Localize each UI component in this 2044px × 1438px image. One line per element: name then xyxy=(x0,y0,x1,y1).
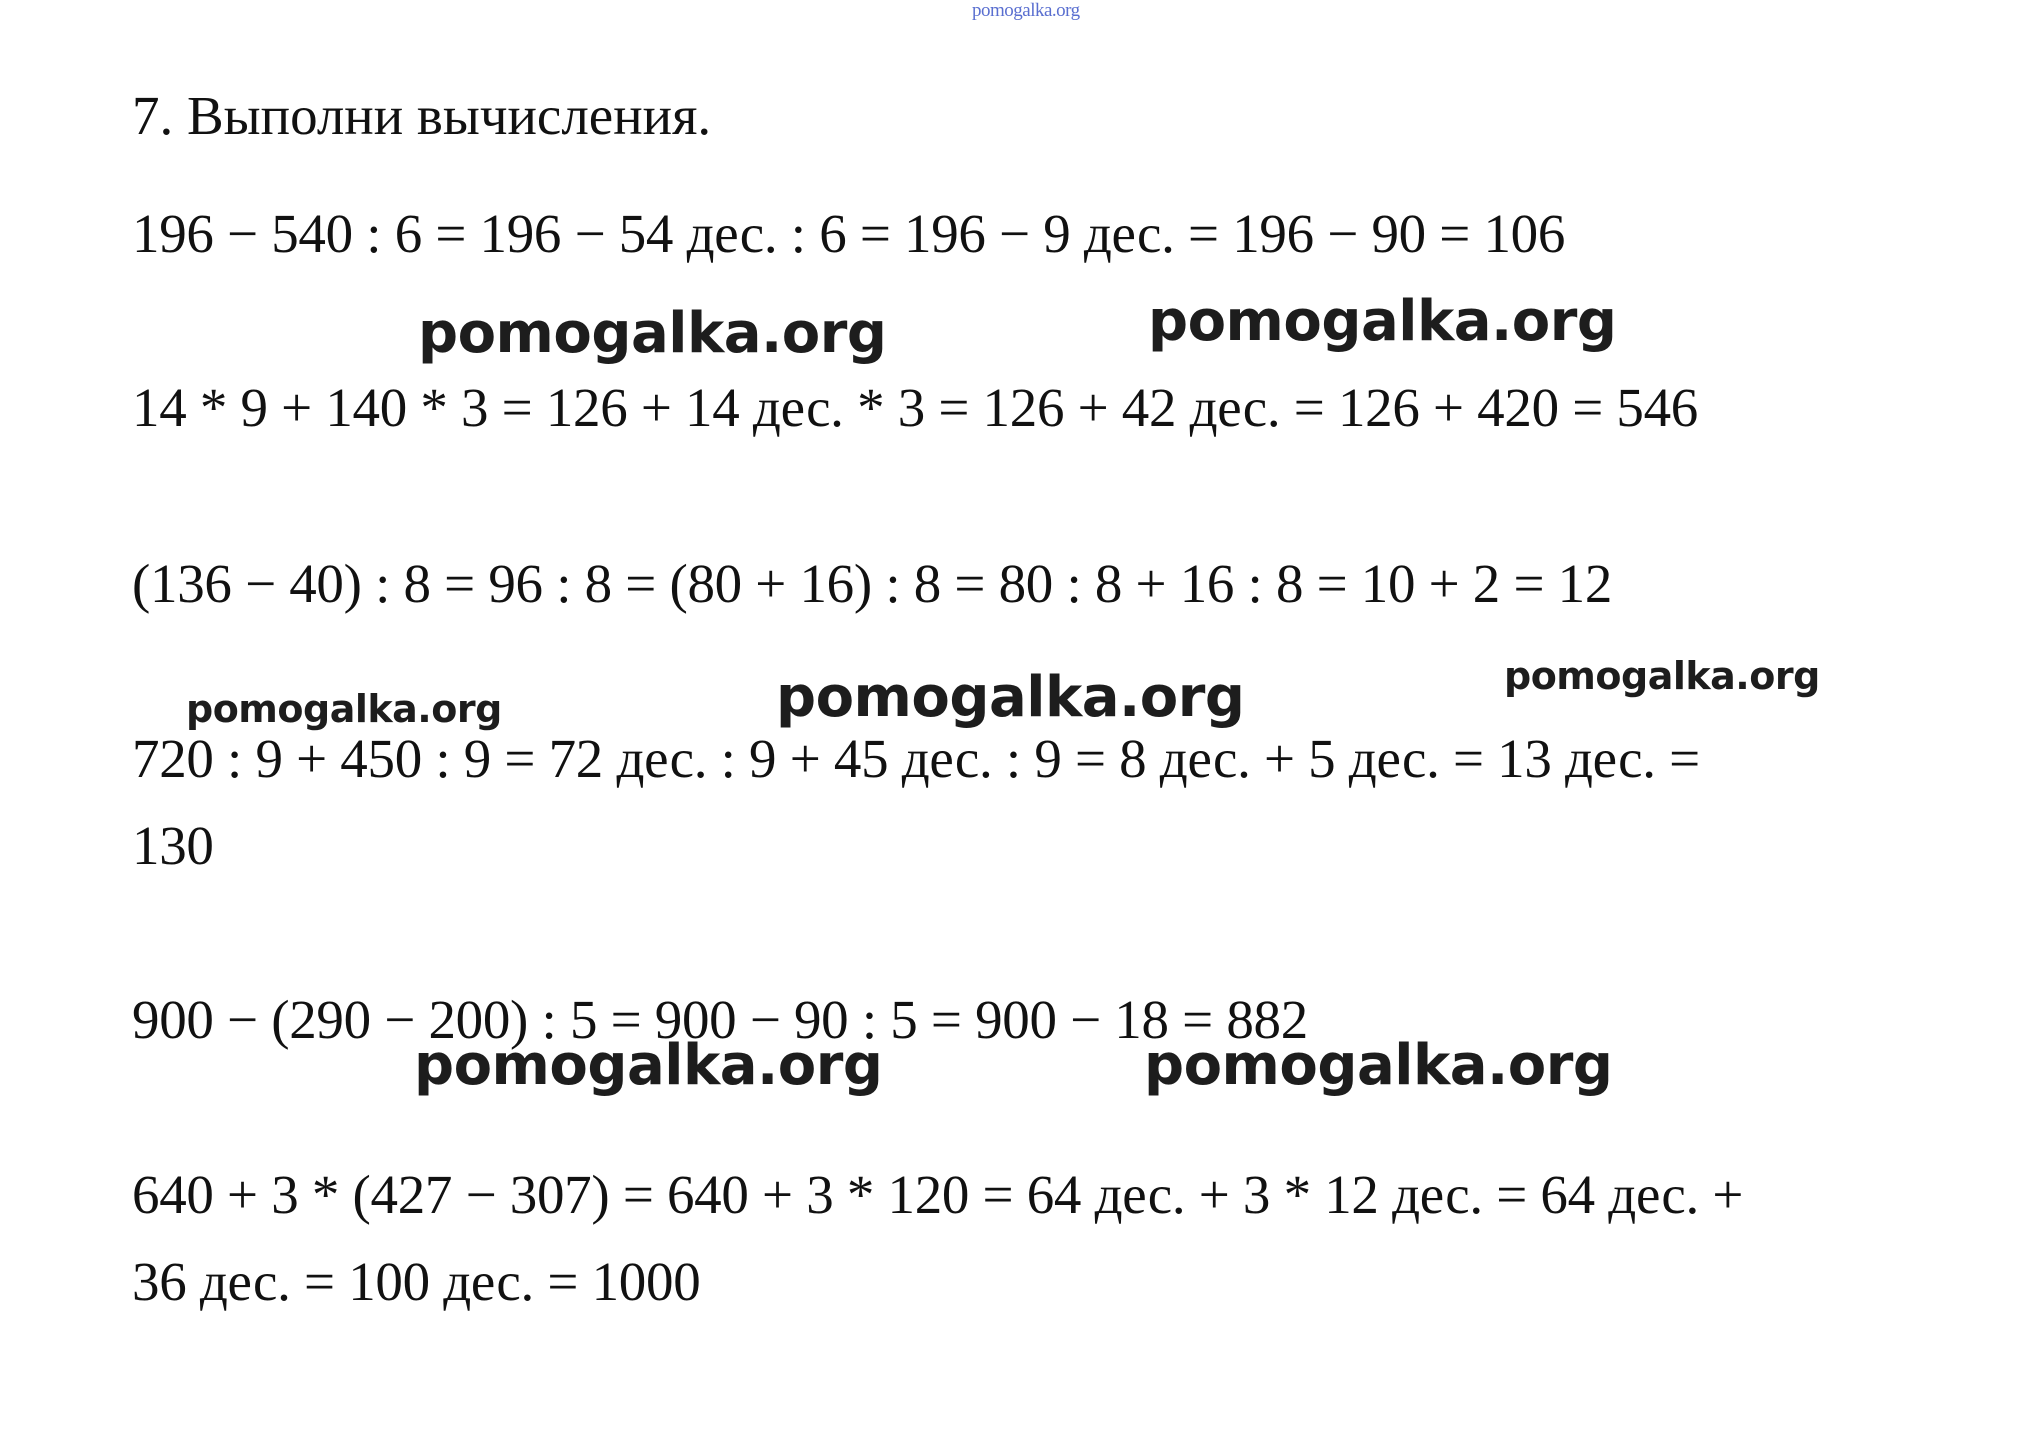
top-watermark: pomogalka.org xyxy=(972,0,1080,21)
watermark: pomogalka.org xyxy=(186,687,502,731)
watermark: pomogalka.org xyxy=(776,665,1245,730)
equation-line-5: 900 − (290 − 200) : 5 = 900 − 90 : 5 = 900 − 18 = 882 xyxy=(132,989,1308,1050)
equation-line-4: 720 : 9 + 450 : 9 = 72 дес. : 9 + 45 дес. : 9 = 8 дес. + 5 дес. = 13 дес. = xyxy=(132,728,1700,789)
equation-line-1: 196 − 540 : 6 = 196 − 54 дес. : 6 = 196 − 9 дес. = 196 − 90 = 106 xyxy=(132,203,1566,264)
equation-line-2: 14 * 9 + 140 * 3 = 126 + 14 дес. * 3 = 126 + 42 дес. = 126 + 420 = 546 xyxy=(132,377,1698,438)
watermark: pomogalka.org xyxy=(418,301,887,366)
watermark: pomogalka.org xyxy=(1504,654,1820,698)
equation-line-6-continued: 36 дес. = 100 дес. = 1000 xyxy=(132,1251,701,1312)
watermark: pomogalka.org xyxy=(1148,289,1617,354)
exercise-title: 7. Выполни вычисления. xyxy=(132,85,712,146)
watermark: pomogalka.org xyxy=(414,1033,883,1098)
watermark: pomogalka.org xyxy=(1144,1033,1613,1098)
equation-line-3: (136 − 40) : 8 = 96 : 8 = (80 + 16) : 8 = 80 : 8 + 16 : 8 = 10 + 2 = 12 xyxy=(132,553,1613,614)
equation-line-4-continued: 130 xyxy=(132,815,214,876)
equation-line-6: 640 + 3 * (427 − 307) = 640 + 3 * 120 = 64 дес. + 3 * 12 дес. = 64 дес. + xyxy=(132,1164,1744,1225)
